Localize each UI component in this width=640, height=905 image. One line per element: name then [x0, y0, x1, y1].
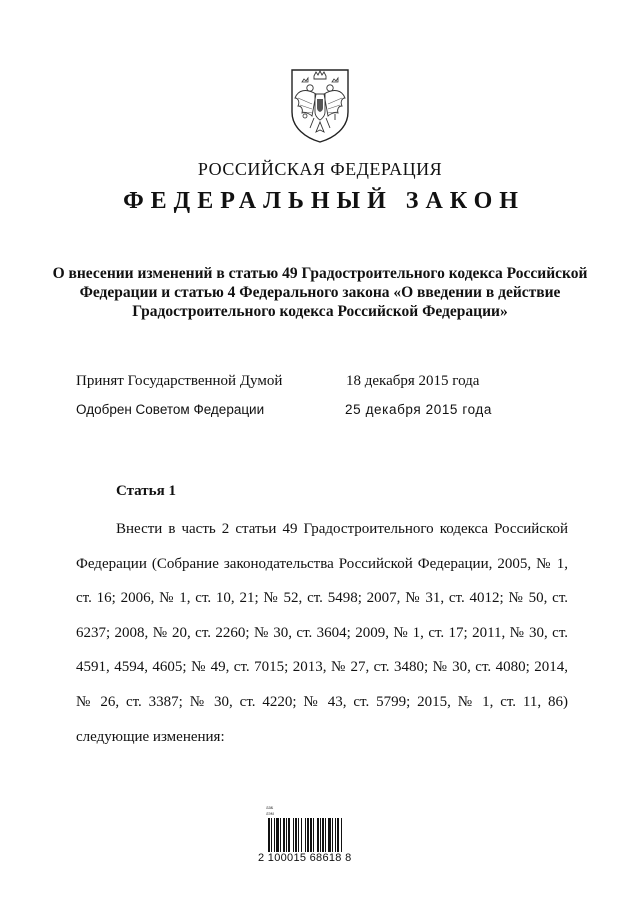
- barcode-bar: [335, 818, 336, 852]
- adoption-date: 18 декабря 2015 года: [346, 373, 480, 389]
- document-type: ФЕДЕРАЛЬНЫЙ ЗАКОН: [123, 188, 525, 214]
- barcode: [258, 806, 376, 864]
- barcode-label: лак: [266, 806, 274, 811]
- barcode-bar: [274, 818, 275, 852]
- coat-of-arms-icon: [288, 68, 352, 144]
- barcode-number: 2 100015 68618 8: [258, 852, 352, 864]
- barcode-label: лэм: [266, 812, 274, 817]
- article-text: Внести в часть 2 статьи 49 Градостроительного кодекса Российской Федерации (Собрание законодательства Российской Федерации, 2005, № 1, ст. 16; 2006, № 1, ст. 10, 21; № 52, ст. 5498; 2007, № 31, ст. 4012; № 50, ст. 6237; 2008, № 20, ст. 2260; № 30, ст. 3604; 2009, № 1, ст. 17; 2011, № 30, ст. 4591, 4594, 4605; № 49, ст. 7015; 2013, № 27, ст. 3480; № 30, ст. 4080; 2014, № 26, ст. 3387; № 30, ст. 4220; № 43, ст. 5799; 2015, № 1, ст. 11, 86) следующие изменения:: [76, 521, 568, 745]
- adoption-label: Одобрен Советом Федерации: [76, 402, 265, 417]
- barcode-bars-icon: [266, 818, 376, 852]
- barcode-bar: [332, 818, 333, 852]
- barcode-bar: [317, 818, 319, 852]
- barcode-bar: [280, 818, 281, 852]
- barcode-bar: [293, 818, 294, 852]
- barcode-bar: [271, 818, 272, 852]
- barcode-bar: [288, 818, 290, 852]
- barcode-bar: [286, 818, 287, 852]
- barcode-bar: [307, 818, 309, 852]
- barcode-bar: [313, 818, 314, 852]
- barcode-bar: [320, 818, 321, 852]
- barcode-bar: [301, 818, 302, 852]
- barcode-bar: [295, 818, 297, 852]
- barcode-bar: [328, 818, 331, 852]
- adoption-label: Принят Государственной Думой: [76, 373, 283, 389]
- barcode-bar: [325, 818, 326, 852]
- barcode-bar: [322, 818, 324, 852]
- barcode-bar: [305, 818, 306, 852]
- adoption-row-council: [0, 402, 640, 424]
- barcode-bar: [337, 818, 339, 852]
- barcode-bar: [283, 818, 285, 852]
- adoption-date: 25 декабря 2015 года: [345, 402, 493, 417]
- article-heading: Статья 1: [116, 483, 176, 499]
- adoption-row-duma: [0, 373, 640, 395]
- country-name: РОССИЙСКАЯ ФЕДЕРАЦИЯ: [197, 159, 443, 179]
- barcode-bar: [310, 818, 312, 852]
- barcode-bar: [268, 818, 270, 852]
- barcode-bar: [341, 818, 342, 852]
- barcode-bar: [276, 818, 279, 852]
- law-title: О внесении изменений в статью 49 Градостроительного кодекса Российской Федерации и статью 4 Федерального закона «О введении в действие Градостроительного кодекса Российской Федерации»: [52, 265, 588, 320]
- barcode-bar: [298, 818, 299, 852]
